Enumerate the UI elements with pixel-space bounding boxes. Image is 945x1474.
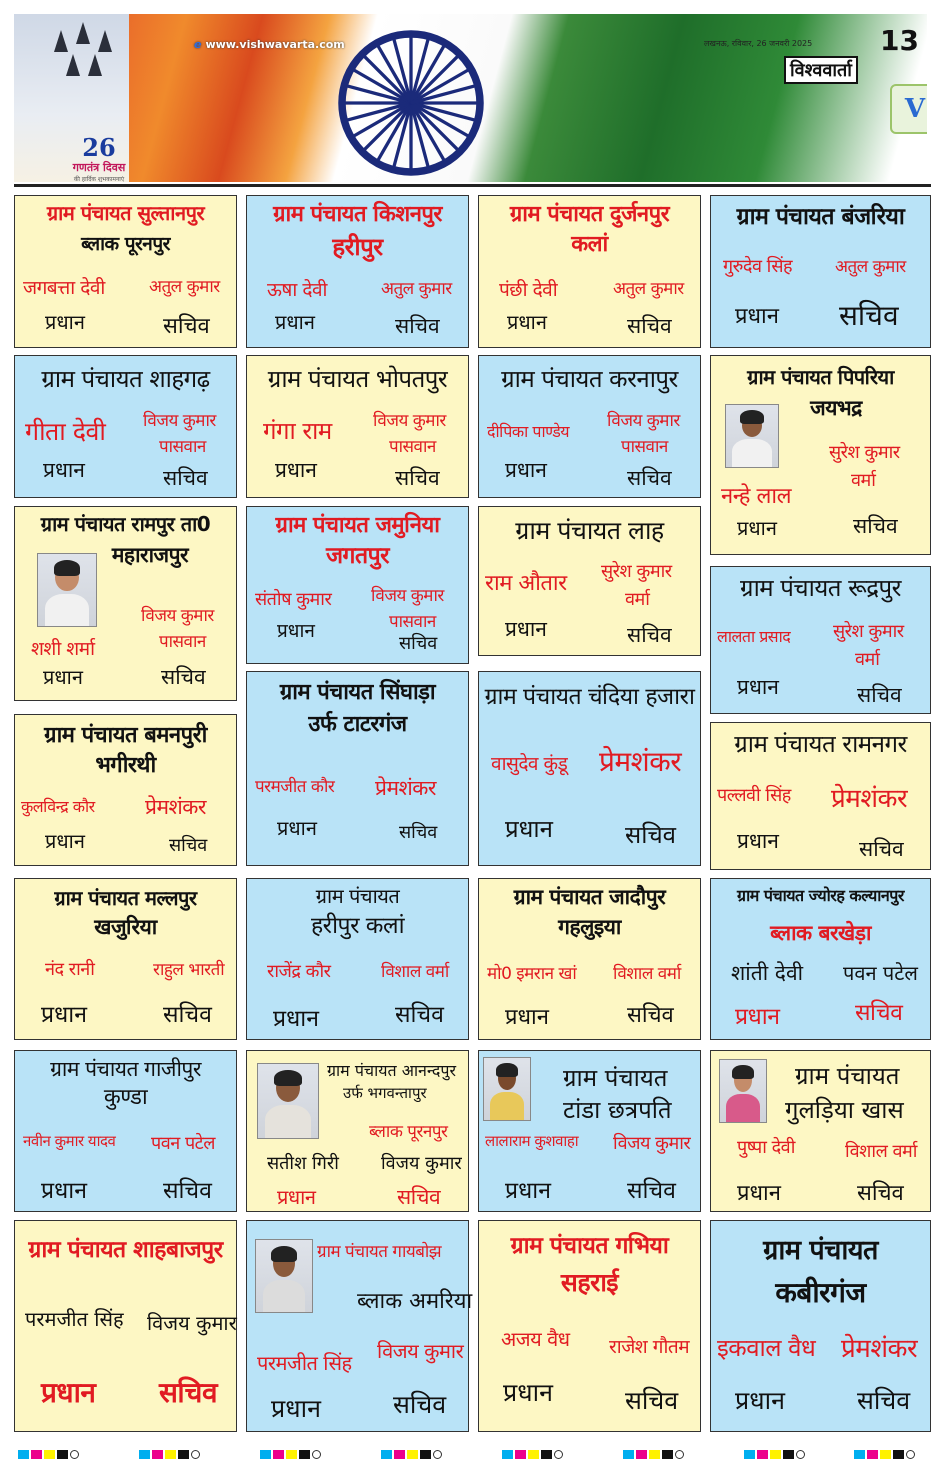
pradhan-name: गीता देवी bbox=[25, 417, 106, 446]
sachiv-name: अतुल कुमार bbox=[835, 257, 906, 277]
sachiv-name: विशाल वर्मा bbox=[845, 1141, 917, 1162]
sachiv-label: सचिव bbox=[169, 835, 208, 856]
sachiv-label: सचिव bbox=[395, 1002, 444, 1028]
logo-number: 26 bbox=[82, 133, 116, 162]
panchayat-title: ग्राम पंचायत दुर्जनपुर bbox=[509, 202, 670, 227]
panchayat-title: ग्राम पंचायत आनन्दपुर bbox=[327, 1061, 457, 1080]
panchayat-card bbox=[246, 355, 469, 498]
panchayat-title: ग्राम पंचायत रामपुर ता0 bbox=[40, 512, 211, 536]
panchayat-title-line2: सहराई bbox=[560, 1268, 619, 1297]
sachiv-name: अतुल कुमार bbox=[149, 277, 220, 297]
sachiv-name-line2: पासवान bbox=[159, 632, 206, 652]
pradhan-name: नवीन कुमार यादव bbox=[23, 1132, 116, 1150]
pradhan-label: प्रधान bbox=[277, 1185, 316, 1209]
panchayat-title: ग्राम पंचायत मल्लपुर bbox=[54, 886, 197, 910]
sachiv-name-line2: पासवान bbox=[621, 437, 668, 457]
jet-icon bbox=[66, 54, 80, 76]
sachiv-label: सचिव bbox=[163, 1178, 212, 1204]
jet-icon bbox=[54, 30, 68, 52]
sachiv-label: सचिव bbox=[855, 1000, 903, 1026]
block-name: ब्लाक पूरनपुर bbox=[369, 1122, 448, 1142]
panchayat-title-line2: भगीरथी bbox=[95, 753, 156, 778]
header-rule bbox=[14, 184, 931, 187]
sachiv-name: सुरेश कुमार bbox=[833, 621, 904, 642]
pradhan-name: लालता प्रसाद bbox=[717, 627, 791, 646]
pradhan-label: प्रधान bbox=[271, 1394, 321, 1423]
pradhan-photo bbox=[719, 1059, 767, 1123]
panchayat-title: ग्राम पंचायत जमुनिया bbox=[275, 513, 440, 538]
panchayat-card bbox=[478, 1220, 701, 1432]
panchayat-card bbox=[710, 878, 931, 1040]
sachiv-name: प्रेमशंकर bbox=[375, 776, 437, 800]
sachiv-label: सचिव bbox=[397, 1185, 441, 1209]
pradhan-name: नन्हे लाल bbox=[721, 484, 791, 509]
sachiv-name: प्रेमशंकर bbox=[145, 795, 207, 819]
panchayat-title: ग्राम पंचायत लाह bbox=[515, 516, 664, 545]
logo-subtext: की हार्दिक शुभकामनाएं bbox=[73, 176, 125, 182]
panchayat-card bbox=[14, 506, 237, 701]
sachiv-name: विजय कुमार bbox=[607, 411, 680, 431]
panchayat-title: ग्राम पंचायत चंदिया हजारा bbox=[484, 684, 695, 710]
panchayat-card bbox=[14, 1050, 237, 1212]
panchayat-title-line2: खजुरिया bbox=[94, 915, 157, 939]
pradhan-name: मो0 इमरान खां bbox=[487, 964, 577, 984]
sachiv-label: सचिव bbox=[395, 314, 440, 338]
sachiv-name-line2: पासवान bbox=[389, 612, 436, 632]
sachiv-name: सुरेश कुमार bbox=[829, 442, 900, 463]
registration-swatches bbox=[139, 1444, 200, 1453]
pradhan-label: प्रधान bbox=[275, 458, 317, 482]
print-registration-strip bbox=[14, 1444, 931, 1458]
sachiv-label: सचिव bbox=[395, 466, 440, 490]
panchayat-title-line2: कबीरगंज bbox=[775, 1276, 866, 1309]
browser-icon: e bbox=[194, 38, 202, 51]
panchayat-card bbox=[14, 714, 237, 866]
block-name: ब्लाक बरखेड़ा bbox=[770, 921, 871, 945]
panchayat-title: ग्राम पंचायत गाजीपुर bbox=[50, 1057, 201, 1081]
pradhan-label: प्रधान bbox=[273, 1006, 319, 1032]
panchayat-card bbox=[14, 195, 237, 348]
sachiv-name: विजय कुमार bbox=[143, 411, 216, 431]
pradhan-photo bbox=[37, 553, 97, 627]
pradhan-name: वासुदेव कुंडू bbox=[491, 753, 568, 775]
jet-icon bbox=[88, 54, 102, 76]
sachiv-name: विजय कुमार bbox=[377, 1339, 464, 1363]
pradhan-label: प्रधान bbox=[505, 458, 547, 482]
vishwavarta-v-logo bbox=[890, 84, 927, 134]
sachiv-name-line2: वर्मा bbox=[851, 470, 876, 491]
pradhan-name: दीपिका पाण्डेय bbox=[487, 422, 570, 441]
pradhan-name: इकवाल वैध bbox=[717, 1334, 816, 1362]
panchayat-title: ग्राम पंचायत bbox=[763, 1235, 878, 1266]
panchayat-card bbox=[710, 722, 931, 870]
pradhan-label: प्रधान bbox=[41, 1002, 87, 1028]
sachiv-label: सचिव bbox=[159, 1376, 218, 1409]
registration-mark-icon bbox=[675, 1450, 684, 1459]
pradhan-label: प्रधान bbox=[503, 1378, 553, 1407]
panchayat-card bbox=[14, 355, 237, 498]
pradhan-label: प्रधान bbox=[43, 665, 83, 689]
panchayat-card bbox=[246, 878, 469, 1040]
panchayat-card bbox=[14, 1220, 237, 1432]
registration-swatches bbox=[502, 1444, 563, 1453]
registration-mark-icon bbox=[312, 1450, 321, 1459]
panchayat-title: ग्राम पंचायत bbox=[795, 1062, 900, 1090]
pradhan-name: ऊषा देवी bbox=[267, 279, 327, 301]
pradhan-label: प्रधान bbox=[43, 458, 85, 482]
panchayat-card bbox=[478, 195, 701, 348]
pradhan-label: प्रधान bbox=[737, 829, 779, 853]
panchayat-card bbox=[246, 506, 469, 664]
panchayat-title: ग्राम पंचायत ज्योरह कल्यानपुर bbox=[737, 886, 904, 905]
panchayat-title: ग्राम पंचायत सिंघाड़ा bbox=[279, 680, 436, 705]
sachiv-name: विशाल वर्मा bbox=[381, 962, 449, 982]
panchayat-card bbox=[478, 355, 701, 498]
masthead-logo: विश्ववार्ता bbox=[784, 56, 858, 84]
sachiv-label: सचिव bbox=[161, 665, 206, 689]
registration-mark-icon bbox=[796, 1450, 805, 1459]
panchayat-title-line2: उर्फ भगवन्तापुर bbox=[343, 1084, 427, 1102]
pradhan-label: प्रधान bbox=[507, 310, 547, 334]
panchayat-card bbox=[710, 1220, 931, 1432]
panchayat-title-line2: टांडा छत्रपति bbox=[563, 1096, 672, 1124]
panchayat-card bbox=[710, 355, 931, 555]
pradhan-label: प्रधान bbox=[45, 829, 85, 853]
pradhan-name: परमजीत कौर bbox=[255, 777, 335, 797]
registration-swatches bbox=[18, 1444, 79, 1453]
registration-swatches bbox=[381, 1444, 442, 1453]
panchayat-title-line2: महाराजपुर bbox=[111, 543, 189, 567]
panchayat-card bbox=[14, 878, 237, 1040]
pradhan-name: सतीश गिरी bbox=[267, 1153, 339, 1174]
pradhan-name: शांती देवी bbox=[731, 961, 804, 985]
sachiv-label: सचिव bbox=[399, 822, 438, 843]
sachiv-name: पवन पटेल bbox=[151, 1133, 215, 1154]
panchayat-title: ग्राम पंचायत पिपरिया bbox=[747, 365, 894, 389]
sachiv-name: विजय कुमार bbox=[373, 411, 446, 431]
panchayat-card bbox=[478, 878, 701, 1040]
dateline: लखनऊ, रविवार, 26 जनवरी 2025 bbox=[704, 39, 813, 48]
pradhan-name: पंछी देवी bbox=[499, 279, 558, 301]
pradhan-label: प्रधान bbox=[505, 1178, 551, 1204]
sachiv-label: सचिव bbox=[859, 837, 904, 861]
sachiv-label: सचिव bbox=[627, 1003, 674, 1028]
sachiv-name: सुरेश कुमार bbox=[601, 561, 672, 582]
sachiv-label: सचिव bbox=[627, 1178, 676, 1204]
panchayat-title: ग्राम पंचायत bbox=[563, 1064, 668, 1092]
pradhan-label: प्रधान bbox=[505, 617, 547, 641]
pradhan-label: प्रधान bbox=[45, 310, 85, 334]
panchayat-title: ग्राम पंचायत किशनपुर bbox=[273, 202, 442, 227]
panchayat-title: ग्राम पंचायत शाहबाजपुर bbox=[28, 1237, 223, 1263]
sachiv-name: विजय कुमार bbox=[141, 606, 214, 626]
republic-day-logo bbox=[64, 133, 134, 182]
pradhan-label: प्रधान bbox=[41, 1178, 87, 1204]
pradhan-name: शशी शर्मा bbox=[31, 638, 95, 660]
sachiv-label: सचिव bbox=[627, 466, 672, 490]
jet-icon bbox=[76, 22, 90, 44]
pradhan-label: प्रधान bbox=[737, 516, 777, 540]
pradhan-label: प्रधान bbox=[737, 1181, 781, 1206]
sachiv-name: प्रेमशंकर bbox=[599, 745, 682, 778]
pradhan-photo bbox=[483, 1057, 531, 1121]
website-link[interactable] bbox=[194, 38, 345, 51]
pradhan-label: प्रधान bbox=[277, 816, 317, 840]
sachiv-label: सचिव bbox=[853, 514, 898, 538]
pradhan-name: गंगा राम bbox=[263, 417, 332, 445]
pradhan-photo bbox=[725, 404, 779, 468]
pradhan-name: संतोष कुमार bbox=[255, 589, 332, 610]
pradhan-label: प्रधान bbox=[505, 815, 553, 843]
ashoka-chakra-icon bbox=[336, 28, 486, 178]
pradhan-name: परमजीत सिंह bbox=[25, 1307, 124, 1331]
sachiv-name: पवन पटेल bbox=[843, 961, 918, 985]
sachiv-name: विशाल वर्मा bbox=[613, 964, 681, 984]
sachiv-name: विजय कुमार bbox=[371, 586, 444, 606]
panchayat-title-line2: गहलुइया bbox=[558, 915, 621, 939]
pradhan-name: कुलविन्द्र कौर bbox=[21, 797, 95, 816]
sachiv-label: सचिव bbox=[163, 466, 208, 490]
page-number: 13 bbox=[880, 24, 919, 57]
panchayat-card bbox=[246, 195, 469, 348]
vlogo-letter: V bbox=[904, 94, 926, 124]
panchayat-title: ग्राम पंचायत सुल्तानपुर bbox=[46, 201, 205, 225]
panchayat-card bbox=[710, 195, 931, 348]
pradhan-name: जगबत्ता देवी bbox=[23, 277, 105, 299]
sachiv-name: अतुल कुमार bbox=[381, 279, 452, 299]
pradhan-label: प्रधान bbox=[41, 1376, 96, 1409]
panchayat-card bbox=[478, 671, 701, 866]
panchayat-title: ग्राम पंचायत भोपतपुर bbox=[267, 365, 448, 393]
registration-mark-icon bbox=[433, 1450, 442, 1459]
panchayat-card bbox=[246, 1220, 473, 1432]
panchayat-title-line2: जयभद्र bbox=[810, 396, 862, 420]
panchayat-title-line2: कलां bbox=[571, 232, 608, 257]
registration-mark-icon bbox=[70, 1450, 79, 1459]
sachiv-label: सचिव bbox=[393, 1390, 447, 1419]
sachiv-label: सचिव bbox=[627, 314, 672, 338]
panchayat-title: ग्राम पंचायत बंजरिया bbox=[736, 204, 905, 230]
panchayat-title-line2: हरीपुर bbox=[332, 233, 383, 261]
jet-icon bbox=[98, 30, 112, 52]
pradhan-name: अजय वैध bbox=[501, 1327, 570, 1351]
sachiv-label: सचिव bbox=[857, 1181, 904, 1206]
pradhan-label: प्रधान bbox=[275, 310, 315, 334]
pradhan-name: लालाराम कुशवाहा bbox=[485, 1132, 579, 1150]
sachiv-name-line2: वर्मा bbox=[625, 589, 650, 610]
pradhan-name: गुरुदेव सिंह bbox=[723, 256, 793, 277]
sachiv-label: सचिव bbox=[625, 821, 677, 849]
header-banner bbox=[14, 14, 927, 182]
panchayat-title: ग्राम पंचायत जादौपुर bbox=[513, 885, 666, 909]
pradhan-name: परमजीत सिंह bbox=[257, 1351, 352, 1375]
registration-mark-icon bbox=[554, 1450, 563, 1459]
pradhan-label: प्रधान bbox=[277, 620, 315, 642]
pradhan-name: पल्लवी सिंह bbox=[717, 785, 791, 806]
registration-swatches bbox=[260, 1444, 321, 1453]
panchayat-card bbox=[478, 506, 701, 656]
sachiv-label: सचिव bbox=[399, 633, 438, 654]
pradhan-name: पुष्पा देवी bbox=[737, 1137, 795, 1158]
panchayat-title-line2: जगतपुर bbox=[325, 543, 390, 569]
website-text: www.vishwavarta.com bbox=[205, 38, 345, 51]
pradhan-photo bbox=[255, 1239, 313, 1313]
panchayat-card bbox=[246, 671, 469, 866]
panchayat-title: ग्राम पंचायत करनापुर bbox=[501, 365, 678, 393]
panchayat-title: ग्राम पंचायत शाहगढ़ bbox=[41, 365, 210, 393]
panchayat-title: ग्राम पंचायत बमनपुरी bbox=[44, 723, 207, 748]
panchayat-title-line2: हरीपुर कलां bbox=[310, 913, 405, 939]
block-name: ब्लाक अमरिया bbox=[357, 1289, 473, 1314]
pradhan-photo bbox=[257, 1063, 319, 1139]
pradhan-name: राजेंद्र कौर bbox=[267, 961, 331, 982]
sachiv-name: अतुल कुमार bbox=[613, 279, 684, 299]
panchayat-title-line2: गुलड़िया खास bbox=[785, 1096, 904, 1124]
panchayat-title-line2: उर्फ टाटरगंज bbox=[308, 712, 407, 737]
pradhan-label: प्रधान bbox=[505, 1005, 549, 1030]
sachiv-name-line2: पासवान bbox=[389, 437, 436, 457]
panchayat-card bbox=[478, 1050, 701, 1212]
pradhan-label: प्रधान bbox=[735, 1004, 780, 1030]
block-name: ब्लाक पूरनपुर bbox=[81, 233, 170, 255]
sachiv-label: सचिव bbox=[627, 623, 672, 647]
sachiv-name-line2: पासवान bbox=[159, 437, 206, 457]
panchayat-title: ग्राम पंचायत रूद्रपुर bbox=[740, 574, 901, 602]
sachiv-name: राजेश गौतम bbox=[609, 1336, 690, 1358]
sachiv-name: विजय कुमार bbox=[147, 1311, 237, 1335]
panchayat-title: ग्राम पंचायत bbox=[315, 884, 400, 908]
registration-mark-icon bbox=[191, 1450, 200, 1459]
sachiv-label: सचिव bbox=[163, 1002, 212, 1028]
panchayat-title-line2: कुण्डा bbox=[103, 1085, 148, 1110]
sachiv-label: सचिव bbox=[625, 1386, 679, 1415]
pradhan-name: राम औतार bbox=[485, 571, 567, 596]
sachiv-label: सचिव bbox=[857, 1386, 911, 1415]
sachiv-name: प्रेमशंकर bbox=[841, 1334, 918, 1364]
pradhan-label: प्रधान bbox=[735, 304, 779, 329]
sachiv-name: प्रेमशंकर bbox=[831, 784, 908, 814]
sachiv-name: विजय कुमार bbox=[613, 1133, 691, 1154]
pradhan-label: प्रधान bbox=[735, 1386, 785, 1415]
panchayat-title: ग्राम पंचायत गभिया bbox=[510, 1233, 669, 1259]
sachiv-label: सचिव bbox=[163, 314, 210, 339]
pradhan-name: नंद रानी bbox=[45, 959, 95, 980]
panchayat-card bbox=[710, 1050, 931, 1212]
panchayat-title: ग्राम पंचायत गायबोझ bbox=[317, 1242, 442, 1262]
sachiv-name: राहुल भारती bbox=[153, 960, 225, 980]
registration-mark-icon bbox=[906, 1450, 915, 1459]
registration-swatches bbox=[623, 1444, 684, 1453]
registration-swatches bbox=[744, 1444, 805, 1453]
registration-swatches bbox=[854, 1444, 915, 1453]
sachiv-label: सचिव bbox=[839, 299, 899, 332]
panchayat-card bbox=[246, 1050, 469, 1212]
panchayat-title: ग्राम पंचायत रामनगर bbox=[734, 730, 907, 758]
sachiv-name: विजय कुमार bbox=[381, 1153, 462, 1174]
logo-text: गणतंत्र दिवस bbox=[72, 161, 126, 174]
sachiv-name-line2: वर्मा bbox=[855, 649, 880, 670]
sachiv-label: सचिव bbox=[857, 683, 902, 707]
pradhan-label: प्रधान bbox=[737, 675, 779, 699]
panchayat-card bbox=[710, 566, 931, 714]
